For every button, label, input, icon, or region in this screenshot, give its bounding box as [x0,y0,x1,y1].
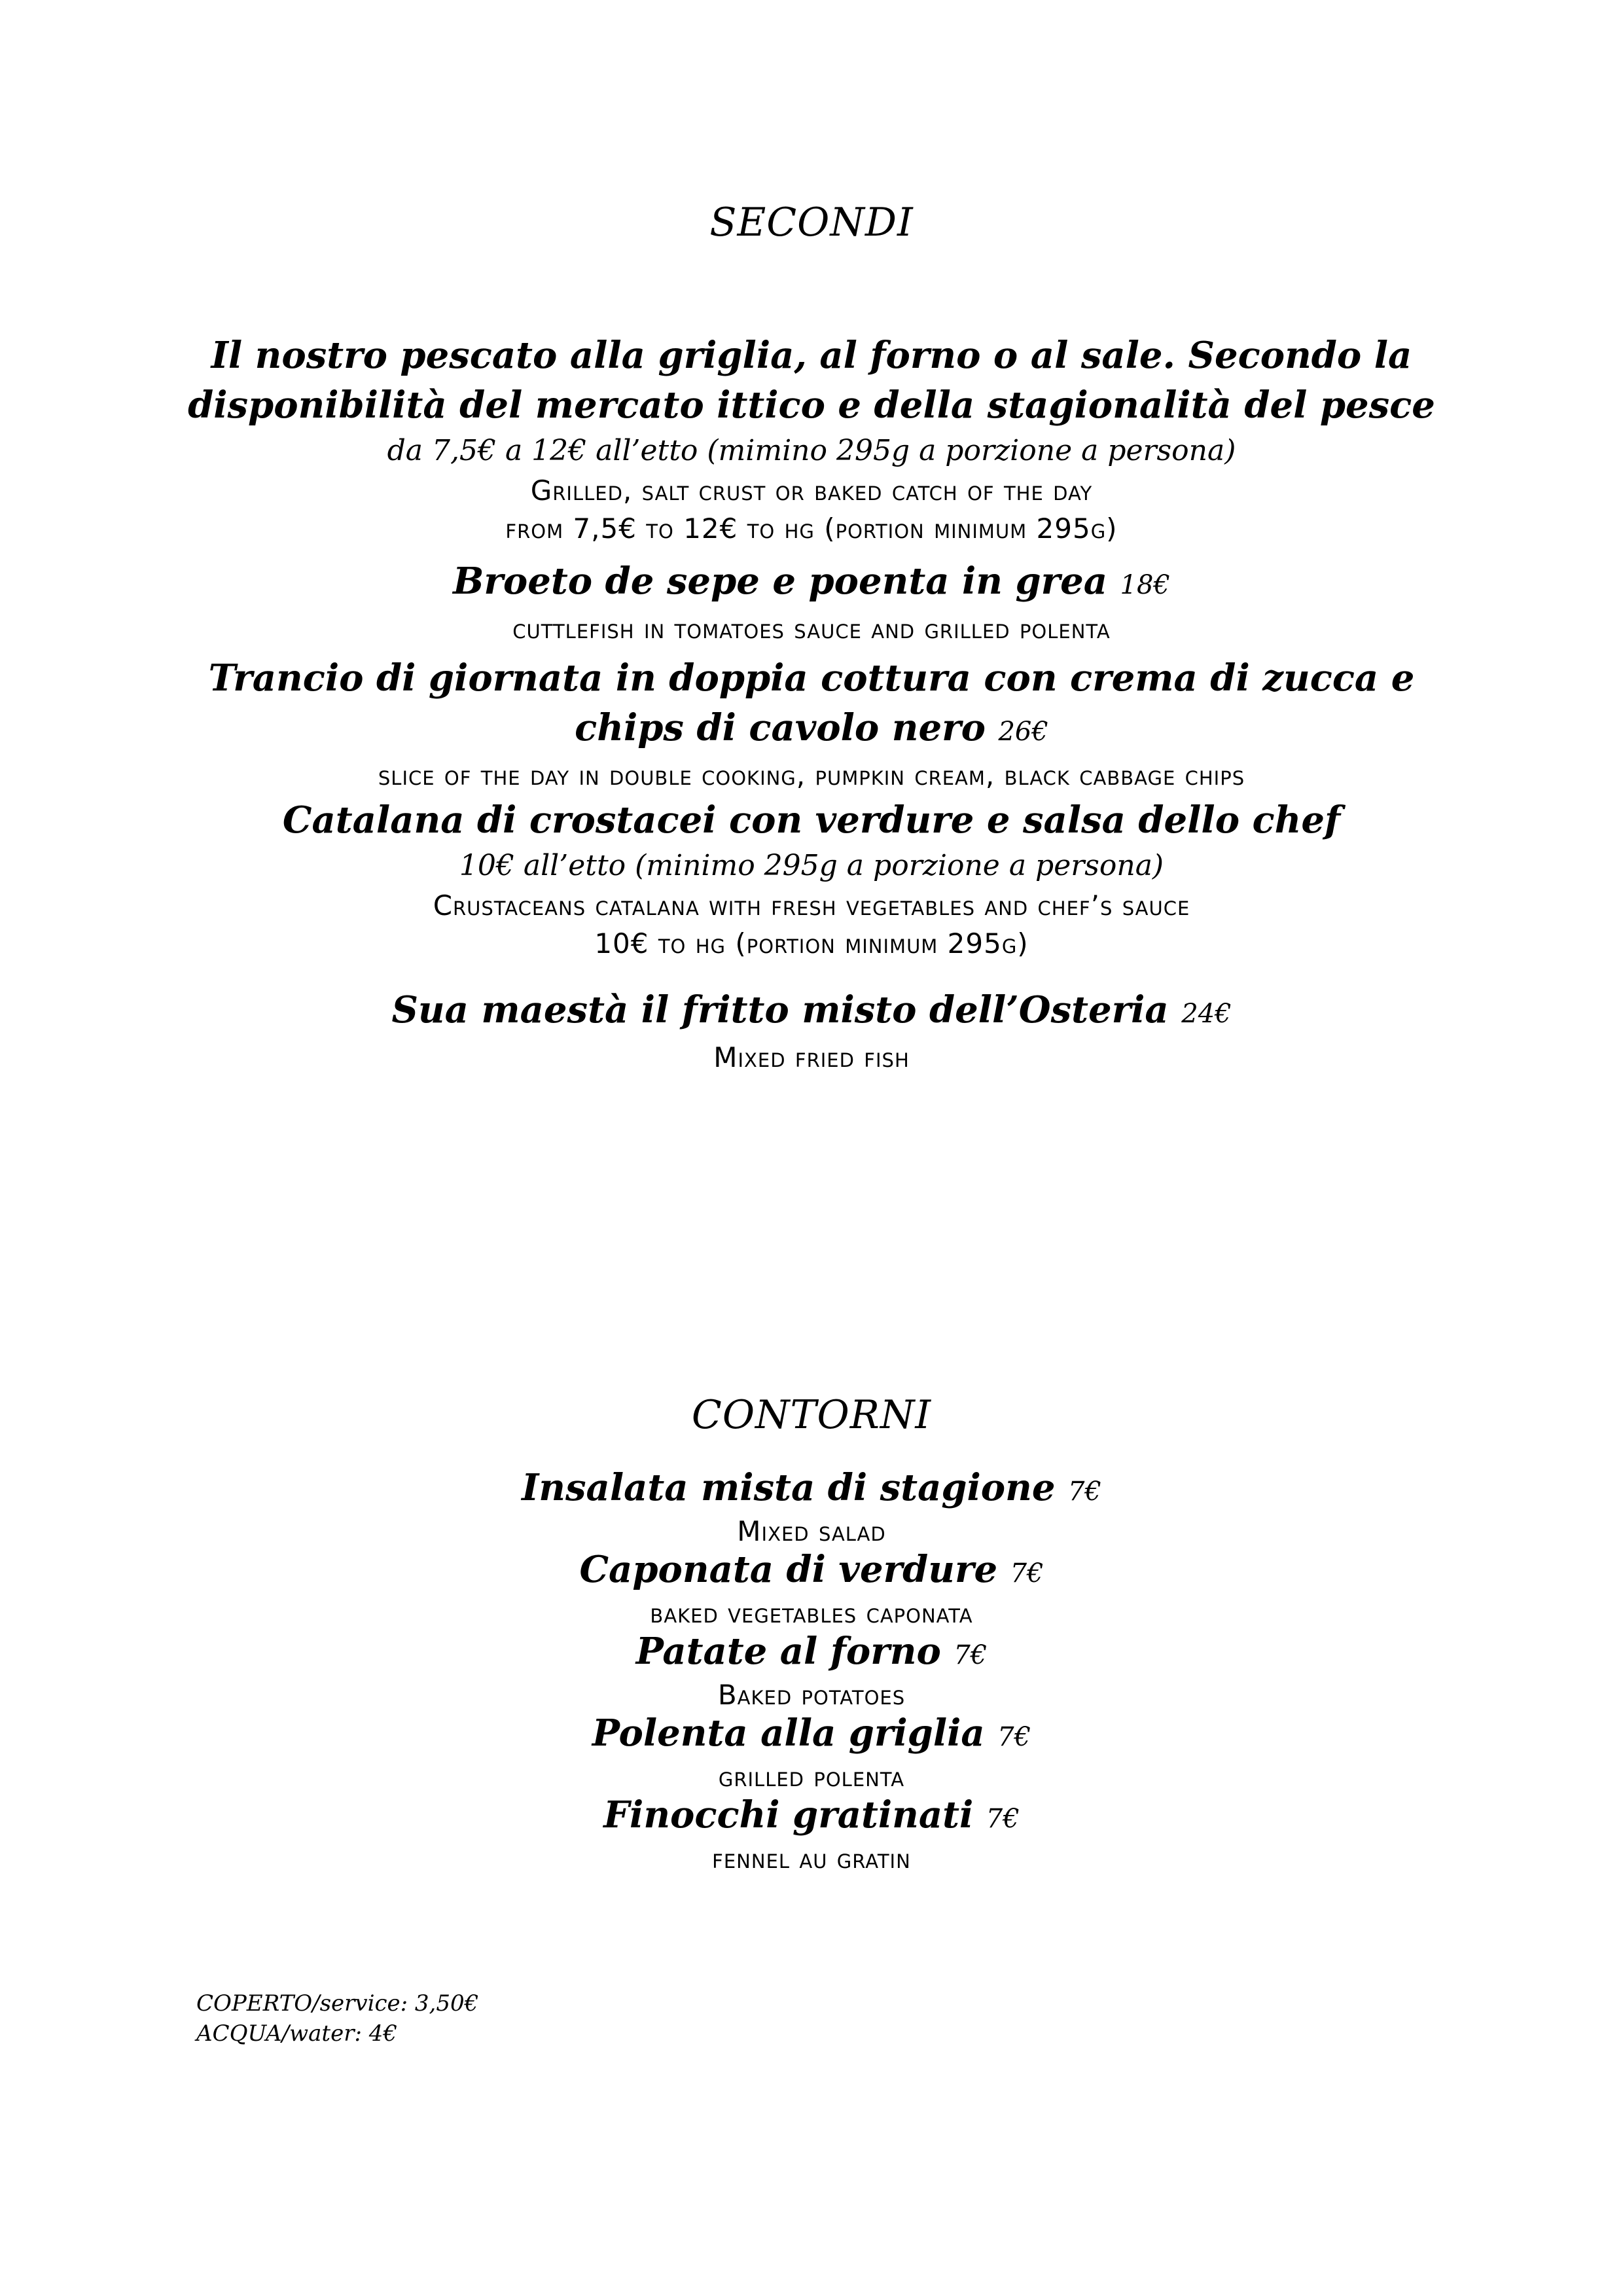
dish-english-line1: Grilled, salt crust or baked catch of the day [530,475,1093,507]
dish-name-text: Patate al forno [635,1630,941,1673]
dish-price: 26€ [998,717,1048,747]
section-title-secondi: SECONDI [709,200,914,245]
dish-english: Mixed fried fish [713,1041,910,1073]
secondi-header [0,196,1623,249]
section-title-contorni: CONTORNI [691,1392,932,1438]
dish-price: 7€ [986,1804,1020,1834]
dish-name-text: chips di cavolo nero [575,706,986,749]
dish-name [0,1790,1623,1844]
acqua-note: ACQUA/water: 4€ [196,2020,397,2047]
dish-name: Catalana di crostacei con verdure e salsa dello chef [282,798,1341,842]
dish-name [0,1545,1623,1598]
dish-price-note: da 7,5€ a 12€ all’etto (mimino 295g a porzione a persona) [387,434,1236,467]
dish-english: grilled polenta [718,1761,905,1793]
dish-price: 7€ [1067,1477,1101,1507]
contorno-item [0,1626,1623,1710]
dish-name [0,556,1623,610]
dish-name-text: Polenta alla griglia [592,1712,985,1755]
dish-english: cuttlefish in tomatoes sauce and grilled polenta [512,613,1111,645]
dish-price: 24€ [1181,999,1232,1029]
contorno-item [0,1463,1623,1547]
contorno-item [0,1708,1623,1792]
footer-notes [196,1988,478,2049]
dish-english: Mixed salad [737,1515,886,1547]
dish-fritto [0,985,1623,1077]
dish-english: slice of the day in double cooking, pumpkin cream, black cabbage chips [378,759,1245,791]
dish-name [0,1463,1623,1516]
dish-trancio [0,653,1623,795]
dish-catch-of-the-day [0,331,1623,548]
dish-name-line2 [0,703,1623,757]
dish-price: 7€ [954,1640,988,1670]
dish-english: fennel au gratin [712,1842,911,1874]
dish-name [0,985,1623,1039]
contorno-item [0,1545,1623,1628]
dish-catalana [0,795,1623,963]
dish-english: baked vegetables caponata [650,1597,973,1629]
contorno-item [0,1790,1623,1874]
dish-name-text: Caponata di verdure [579,1548,998,1591]
dish-price: 7€ [1010,1558,1044,1588]
dish-name-line2: disponibilità del mercato ittico e della stagionalità del pesce [188,384,1435,427]
dish-price: 7€ [997,1722,1031,1752]
dish-name-line1: Trancio di giornata in doppia cottura con crema di zucca e [208,656,1415,700]
dish-name-text: Broeto de sepe e poenta in grea [453,560,1108,603]
dish-name-text: Finocchi gratinati [603,1793,974,1837]
dish-name [0,1626,1623,1680]
contorni-header [0,1389,1623,1441]
dish-english-line2: from 7,5€ to 12€ to hg (portion minimum 295g) [505,512,1118,545]
dish-english-line1: Crustaceans catalana with fresh vegetables and chef’s sauce [433,889,1190,922]
dish-price: 18€ [1120,570,1170,600]
dish-name-text: Insalata mista di stagione [522,1466,1056,1509]
dish-name-line1: Il nostro pescato alla griglia, al forno o al sale. Secondo la [211,334,1412,377]
coperto-note: COPERTO/service: 3,50€ [196,1990,479,2017]
dish-english-line2: 10€ to hg (portion minimum 295g) [594,927,1029,960]
dish-price-note: 10€ all’etto (minimo 295g a porzione a persona) [459,849,1164,882]
dish-broeto [0,556,1623,648]
dish-name [0,1708,1623,1762]
dish-english: Baked potatoes [717,1679,906,1711]
dish-name-text: Sua maestà il fritto misto dell’Osteria [391,988,1169,1031]
